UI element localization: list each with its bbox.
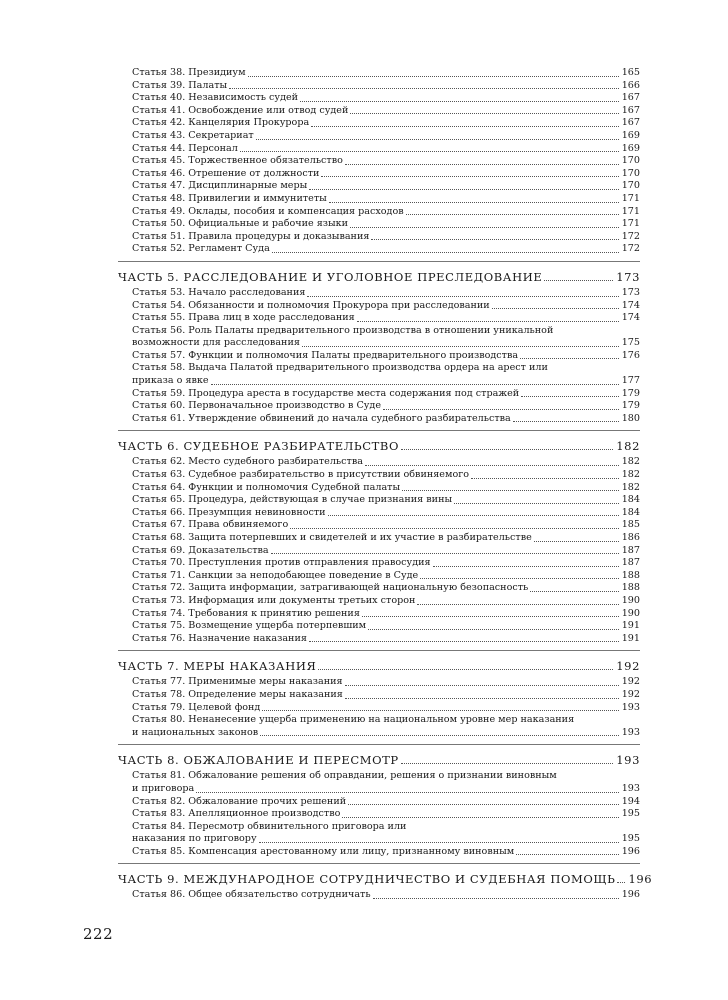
entry-page: 175 <box>621 337 640 349</box>
dot-leader <box>311 126 619 127</box>
dot-leader <box>521 396 618 397</box>
entry-page: 192 <box>621 676 640 688</box>
entry-title: Статья 83. Апелляционное производство <box>132 808 341 820</box>
entry-page: 188 <box>621 582 640 594</box>
toc-entry <box>132 469 640 482</box>
entry-page: 186 <box>621 532 640 543</box>
dot-leader <box>371 239 618 240</box>
toc-entry <box>132 155 640 168</box>
entry-page: 177 <box>621 375 640 387</box>
entry-title: Статья 80. Ненанесение ущерба применению на национальном уровне мер наказания <box>132 714 575 726</box>
entry-title: Статья 55. Права лиц в ходе расследования <box>132 312 355 324</box>
toc-entry <box>132 545 640 558</box>
dot-leader <box>290 528 618 529</box>
toc-entry <box>132 821 640 846</box>
part-heading <box>118 439 640 453</box>
toc-entry <box>132 362 640 387</box>
toc-entry <box>132 193 640 206</box>
dot-leader <box>262 710 618 711</box>
entry-title-continued: наказания по приговору <box>132 833 257 845</box>
dot-leader <box>373 898 619 899</box>
toc-entry <box>132 243 640 256</box>
article-list <box>118 676 640 739</box>
toc-section <box>118 659 640 745</box>
toc-section <box>118 872 653 907</box>
entry-title: Статья 79. Целевой фонд <box>132 701 261 713</box>
entry-page: 188 <box>621 569 640 581</box>
entry-title: Статья 56. Роль Палаты предварительного производства в отношении уникальной <box>132 324 554 336</box>
entry-page: 191 <box>621 632 640 644</box>
entry-title: Статья 73. Информация или документы третьих сторон <box>132 594 416 606</box>
article-list <box>118 287 640 426</box>
toc-entry <box>132 702 640 715</box>
dot-leader <box>401 449 613 450</box>
toc-entry <box>132 456 640 469</box>
article-list <box>118 67 640 256</box>
entry-continuation <box>132 375 640 388</box>
entry-title: Статья 54. Обязанности и полномочия Прокурора при расследовании <box>132 299 490 311</box>
dot-leader <box>350 227 619 228</box>
entry-title: Статья 59. Процедура ареста в государстве места содержания под стражей <box>132 387 520 399</box>
entry-title: Статья 51. Правила процедуры и доказывания <box>132 230 370 242</box>
toc-entry <box>132 796 640 809</box>
entry-page: 169 <box>621 142 640 154</box>
entry-page: 169 <box>621 129 640 141</box>
part-title: ЧАСТЬ 7. МЕРЫ НАКАЗАНИЯ <box>118 659 317 674</box>
part-page: 173 <box>616 269 640 284</box>
entry-page: 191 <box>621 620 640 632</box>
part-title: ЧАСТЬ 9. МЕЖДУНАРОДНОЕ СОТРУДНИЧЕСТВО И СУДЕБНАЯ ПОМОЩЬ <box>118 872 616 887</box>
dot-leader <box>345 685 619 686</box>
part-heading <box>118 872 653 887</box>
entry-title: Статья 65. Процедура, действующая в случае признания вины <box>132 494 453 506</box>
entry-page: 184 <box>621 506 640 518</box>
dot-leader <box>248 76 619 77</box>
entry-title: Статья 63. Судебное разбирательство в присутствии обвиняемого <box>132 469 470 481</box>
entry-page: 190 <box>621 594 640 606</box>
toc-entry <box>132 608 640 621</box>
entry-page: 166 <box>621 79 640 91</box>
dot-leader <box>454 503 619 504</box>
dot-leader <box>300 101 619 102</box>
entry-page: 182 <box>621 456 640 468</box>
entry-page: 171 <box>621 205 640 217</box>
dot-leader <box>368 629 619 630</box>
dot-leader <box>383 409 619 410</box>
toc-entry <box>132 143 640 156</box>
toc-entry <box>132 400 640 413</box>
part-title: ЧАСТЬ 6. СУДЕБНОЕ РАЗБИРАТЕЛЬСТВО <box>118 439 400 454</box>
entry-title: Статья 84. Пересмотр обвинительного приговора или <box>132 820 407 832</box>
entry-page: 196 <box>621 845 640 857</box>
toc-entry <box>132 770 640 795</box>
entry-page: 192 <box>621 688 640 700</box>
toc-entry <box>132 92 640 105</box>
article-list <box>118 889 640 902</box>
entry-page: 182 <box>621 469 640 481</box>
entry-title: Статья 86. Общее обязательство сотрудничать <box>132 889 371 901</box>
entry-title: Статья 67. Права обвиняемого <box>132 519 289 531</box>
article-list <box>118 770 640 858</box>
toc-entry <box>132 582 640 595</box>
toc-entry <box>132 846 640 859</box>
entry-page: 173 <box>621 286 640 298</box>
dot-leader <box>544 280 613 281</box>
toc-entry <box>132 300 640 313</box>
part-heading <box>118 270 640 284</box>
entry-title: Статья 46. Отрешение от должности <box>132 167 320 179</box>
part-title: ЧАСТЬ 5. РАССЛЕДОВАНИЕ И УГОЛОВНОЕ ПРЕСЛЕДОВАНИЕ <box>118 269 543 284</box>
toc-entry <box>132 676 640 689</box>
entry-title: Статья 70. Преступления против отправления правосудия <box>132 557 431 569</box>
dot-leader <box>240 151 619 152</box>
entry-title: Статья 42. Канцелярия Прокурора <box>132 117 310 129</box>
dot-leader <box>328 515 619 516</box>
entry-title: Статья 64. Функции и полномочия Судебной палаты <box>132 481 401 493</box>
entry-title: Статья 60. Первоначальное производство в Суде <box>132 400 382 412</box>
entry-title: Статья 40. Независимость судей <box>132 92 299 104</box>
toc-entry <box>132 80 640 93</box>
entry-title: Статья 78. Определение меры наказания <box>132 688 343 700</box>
dot-leader <box>617 882 625 883</box>
entry-page: 193 <box>621 782 640 794</box>
dot-leader <box>365 465 619 466</box>
dot-leader <box>321 176 618 177</box>
entry-title: Статья 72. Защита информации, затрагивающей национальную безопасность <box>132 582 529 594</box>
entry-page: 165 <box>621 67 640 78</box>
entry-page: 170 <box>621 180 640 192</box>
entry-page: 176 <box>621 349 640 361</box>
entry-page: 194 <box>621 795 640 807</box>
dot-leader <box>401 763 613 764</box>
dot-leader <box>534 541 619 542</box>
toc-entry <box>132 325 640 350</box>
toc-entry <box>132 287 640 300</box>
dot-leader <box>309 641 619 642</box>
entry-page: 179 <box>621 387 640 399</box>
toc-entry <box>132 808 640 821</box>
entry-page: 195 <box>621 833 640 845</box>
entry-title: Статья 39. Палаты <box>132 79 228 91</box>
entry-page: 172 <box>621 243 640 255</box>
toc-entry <box>132 570 640 583</box>
toc-entry <box>132 714 640 739</box>
entry-title: Статья 69. Доказательства <box>132 544 269 556</box>
dot-leader <box>433 566 619 567</box>
dot-leader <box>307 296 618 297</box>
toc-entry <box>132 519 640 532</box>
entry-page: 172 <box>621 230 640 242</box>
entry-title: Статья 45. Торжественное обязательство <box>132 155 343 167</box>
toc-entry <box>132 620 640 633</box>
toc-entry <box>132 413 640 426</box>
article-list <box>118 456 640 645</box>
entry-continuation <box>132 727 640 740</box>
entry-title-continued: и национальных законов <box>132 726 259 738</box>
toc-entry <box>132 889 640 902</box>
entry-page: 167 <box>621 117 640 129</box>
toc-entry <box>132 312 640 325</box>
toc-entry <box>132 218 640 231</box>
entry-title: Статья 58. Выдача Палатой предварительного производства ордера на арест или <box>132 362 548 374</box>
dot-leader <box>513 421 619 422</box>
entry-title: Статья 81. Обжалование решения об оправдании, решения о признании виновным <box>132 770 557 782</box>
entry-continuation <box>132 833 640 846</box>
entry-title: Статья 62. Место судебного разбирательства <box>132 456 363 468</box>
dot-leader <box>516 854 618 855</box>
entry-page: 196 <box>621 889 640 901</box>
dot-leader <box>362 616 619 617</box>
entry-title: Статья 41. Освобождение или отвод судей <box>132 104 349 116</box>
entry-title: Статья 76. Назначение наказания <box>132 632 307 644</box>
entry-page: 174 <box>621 299 640 311</box>
entry-title: Статья 74. Требования к принятию решения <box>132 607 360 619</box>
toc-entry <box>132 689 640 702</box>
dot-leader <box>229 88 619 89</box>
table-of-contents <box>118 67 653 915</box>
entry-title-continued: и приговора <box>132 782 195 794</box>
part-page: 192 <box>616 659 640 674</box>
dot-leader <box>520 358 619 359</box>
dot-leader <box>260 735 619 736</box>
dot-leader <box>345 698 619 699</box>
entry-title: Статья 52. Регламент Суда <box>132 243 270 255</box>
part-page: 196 <box>628 872 653 887</box>
entry-title: Статья 66. Презумпция невиновности <box>132 506 326 518</box>
entry-title: Статья 82. Обжалование прочих решений <box>132 795 347 807</box>
dot-leader <box>211 384 619 385</box>
dot-leader <box>342 817 618 818</box>
toc-entry <box>132 67 640 80</box>
entry-title: Статья 43. Секретариат <box>132 129 254 141</box>
entry-page: 167 <box>621 104 640 116</box>
entry-title: Статья 71. Санкции за неподобающее поведение в Суде <box>132 569 419 581</box>
dot-leader <box>302 346 619 347</box>
toc-entry <box>132 168 640 181</box>
entry-continuation <box>132 337 640 350</box>
entry-title: Статья 77. Применимые меры наказания <box>132 676 343 688</box>
entry-page: 170 <box>621 155 640 167</box>
entry-page: 190 <box>621 607 640 619</box>
dot-leader <box>271 553 619 554</box>
dot-leader <box>309 189 618 190</box>
toc-section <box>118 67 640 262</box>
dot-leader <box>345 164 619 165</box>
dot-leader <box>420 578 618 579</box>
entry-page: 182 <box>621 481 640 493</box>
entry-page: 185 <box>621 519 640 531</box>
dot-leader <box>350 113 618 114</box>
dot-leader <box>406 214 619 215</box>
dot-leader <box>417 604 618 605</box>
entry-page: 180 <box>621 412 640 424</box>
toc-entry <box>132 388 640 401</box>
entry-page: 170 <box>621 167 640 179</box>
entry-title-continued: возможности для расследования <box>132 337 300 349</box>
dot-leader <box>530 591 618 592</box>
dot-leader <box>402 490 619 491</box>
entry-title: Статья 50. Официальные и рабочие языки <box>132 218 349 230</box>
dot-leader <box>329 202 619 203</box>
entry-page: 195 <box>621 808 640 820</box>
dot-leader <box>318 669 613 670</box>
entry-title: Статья 38. Президиум <box>132 67 246 78</box>
toc-entry <box>132 105 640 118</box>
entry-page: 193 <box>621 726 640 738</box>
entry-title: Статья 57. Функции и полномочия Палаты предварительного производства <box>132 349 519 361</box>
entry-page: 187 <box>621 544 640 556</box>
entry-page: 184 <box>621 494 640 506</box>
entry-page: 179 <box>621 400 640 412</box>
toc-entry <box>132 482 640 495</box>
entry-page: 174 <box>621 312 640 324</box>
entry-title: Статья 53. Начало расследования <box>132 286 306 298</box>
toc-entry <box>132 595 640 608</box>
dot-leader <box>272 252 619 253</box>
dot-leader <box>348 804 619 805</box>
dot-leader <box>259 842 619 843</box>
toc-entry <box>132 231 640 244</box>
entry-page: 171 <box>621 192 640 204</box>
dot-leader <box>256 139 619 140</box>
toc-section <box>118 439 640 651</box>
entry-page: 187 <box>621 557 640 569</box>
entry-page: 171 <box>621 218 640 230</box>
entry-title: Статья 61. Утверждение обвинений до начала судебного разбирательства <box>132 412 511 424</box>
toc-entry <box>132 206 640 219</box>
toc-entry <box>132 532 640 545</box>
dot-leader <box>471 478 619 479</box>
part-heading <box>118 753 640 767</box>
dot-leader <box>492 308 619 309</box>
page-number: 222 <box>83 925 114 943</box>
toc-entry <box>132 633 640 646</box>
entry-title: Статья 47. Дисциплинарные меры <box>132 180 308 192</box>
toc-entry <box>132 117 640 130</box>
toc-section <box>118 753 640 864</box>
dot-leader <box>357 321 619 322</box>
part-heading <box>118 659 640 673</box>
entry-page: 193 <box>621 701 640 713</box>
toc-entry <box>132 130 640 143</box>
entry-continuation <box>132 783 640 796</box>
toc-section <box>118 270 640 432</box>
entry-title: Статья 68. Защита потерпевших и свидетелей и их участие в разбирательстве <box>132 532 532 543</box>
entry-title-continued: приказа о явке <box>132 375 209 387</box>
entry-page: 167 <box>621 92 640 104</box>
part-page: 182 <box>616 439 640 454</box>
part-title: ЧАСТЬ 8. ОБЖАЛОВАНИЕ И ПЕРЕСМОТР <box>118 753 399 768</box>
toc-entry <box>132 180 640 193</box>
toc-entry <box>132 350 640 363</box>
toc-entry <box>132 507 640 520</box>
entry-title: Статья 75. Возмещение ущерба потерпевшим <box>132 620 367 632</box>
entry-title: Статья 44. Персонал <box>132 142 238 154</box>
dot-leader <box>196 792 618 793</box>
entry-title: Статья 49. Оклады, пособия и компенсация расходов <box>132 205 404 217</box>
toc-entry <box>132 494 640 507</box>
entry-title: Статья 85. Компенсация арестованному или лицу, признанному виновным <box>132 845 515 857</box>
entry-title: Статья 48. Привилегии и иммунитеты <box>132 192 327 204</box>
toc-entry <box>132 557 640 570</box>
part-page: 193 <box>616 753 640 768</box>
